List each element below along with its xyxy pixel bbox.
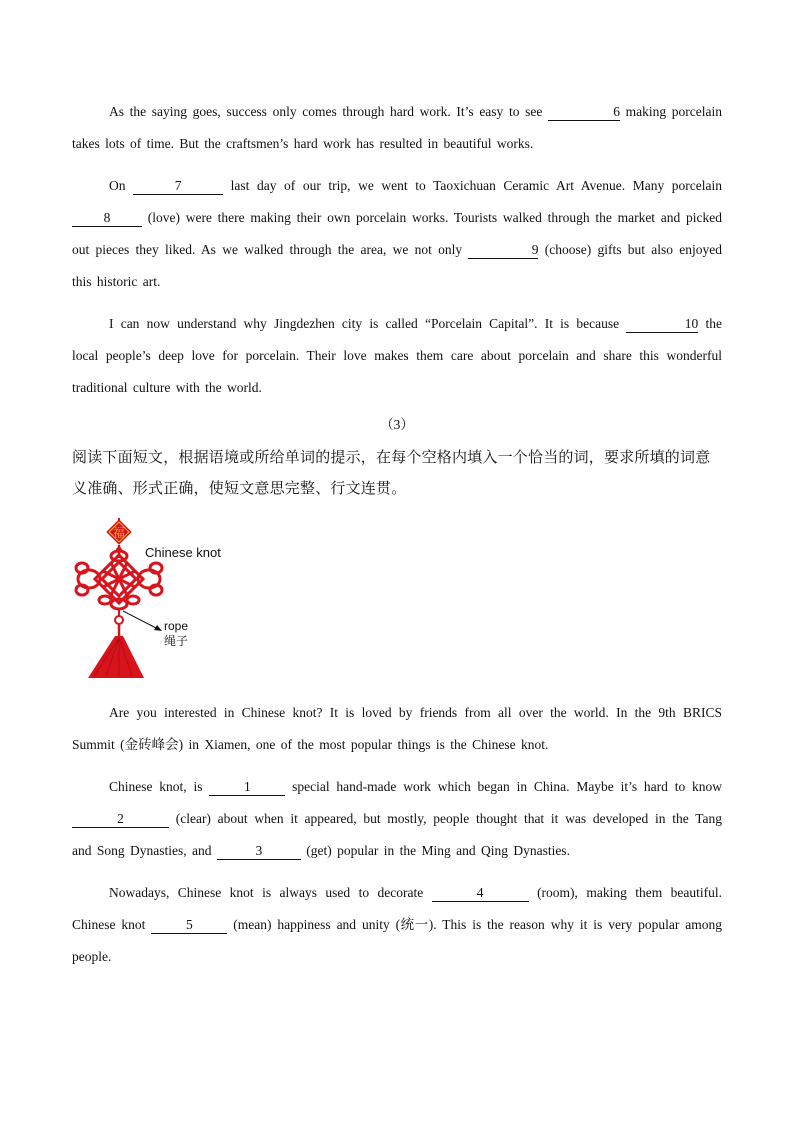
text-segment: Are you interested in Chinese knot? It is loved by friends from all over the world. In the 9th BRICS Summit (金砖峰会) in Xiamen, one of the most popular things is the Chinese knot. xyxy=(72,705,722,752)
answer-blank-7[interactable]: 7 xyxy=(133,177,223,195)
text-segment: (get) popular in the Ming and Qing Dynasties. xyxy=(306,843,570,858)
fu-character: 福 xyxy=(112,526,126,540)
paragraph-chinese-knot-intro xyxy=(72,697,722,761)
section-number: （3） xyxy=(380,417,414,432)
text-segment: the local people’s deep love for porcelain. Their love makes them care about porcelain and share this wonderful traditional culture with the world. xyxy=(72,316,722,395)
answer-blank-2[interactable]: 2 xyxy=(72,810,169,828)
answer-blank-10[interactable]: 10 xyxy=(626,315,698,333)
paragraph-taoxichuan xyxy=(72,170,722,298)
text-segment: Chinese knot, is xyxy=(109,779,203,794)
answer-blank-8[interactable]: 8 xyxy=(72,209,142,227)
answer-blank-3[interactable]: 3 xyxy=(217,842,301,860)
text-segment: (choose) gifts but also enjoyed this historic art. xyxy=(72,242,723,289)
chinese-knot-figure xyxy=(72,518,242,683)
text-segment: (love) were there making their own porcelain works. Tourists walked through the market and picked out pieces they liked. As we walked through the area, we not only xyxy=(72,210,723,257)
text-segment: last day of our trip, we went to Taoxichuan Ceramic Art Avenue. Many porcelain xyxy=(230,178,723,193)
text-segment: I can now understand why Jingdezhen city is called “Porcelain Capital”. It is because xyxy=(109,316,620,331)
rope-label: rope xyxy=(164,619,189,633)
section-instruction: 阅读下面短文，根据语境或所给单词的提示，在每个空格内填入一个恰当的词，要求所填的词意义准确、形式正确，使短文意思完整、行文连贯。 xyxy=(72,448,711,497)
answer-blank-9[interactable]: 9 xyxy=(468,241,538,259)
answer-blank-1[interactable]: 1 xyxy=(209,778,285,796)
rope-label-chinese: 绳子 xyxy=(164,634,189,648)
text-segment: (clear) about when it appeared, but mostly, people thought that it was developed in the Tang and Song Dynasties, and xyxy=(72,811,722,858)
text-segment: making porcelain takes lots of time. But the craftsmen’s hard work has resulted in beautiful works. xyxy=(72,104,723,151)
answer-blank-4[interactable]: 4 xyxy=(432,884,529,902)
text-segment: (mean) happiness and unity (统一). This is the reason why it is very popular among people. xyxy=(72,917,723,964)
text-segment: On xyxy=(109,178,126,193)
paragraph-chinese-knot-usage xyxy=(72,877,722,973)
worksheet-page xyxy=(72,96,722,983)
text-segment: special hand-made work which began in China. Maybe it’s hard to know xyxy=(292,779,723,794)
figure-caption: Chinese knot xyxy=(145,545,221,560)
text-segment: Nowadays, Chinese knot is always used to decorate xyxy=(109,885,424,900)
paragraph-hard-work xyxy=(72,96,722,160)
chinese-knot-icon xyxy=(72,518,242,683)
paragraph-chinese-knot-history xyxy=(72,771,722,867)
answer-blank-5[interactable]: 5 xyxy=(151,916,227,934)
text-segment: As the saying goes, success only comes through hard work. It’s easy to see xyxy=(109,104,543,119)
paragraph-porcelain-capital xyxy=(72,308,722,404)
answer-blank-6[interactable]: 6 xyxy=(548,103,620,121)
text-segment: (room), making them beautiful. Chinese knot xyxy=(72,885,723,932)
